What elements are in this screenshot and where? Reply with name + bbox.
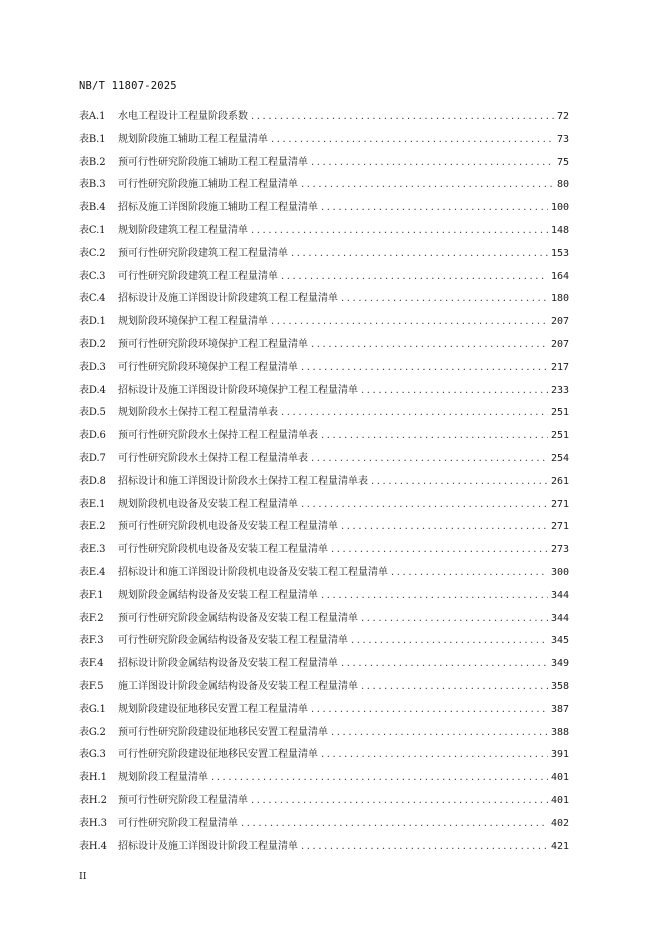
toc-leader-dots <box>391 567 548 578</box>
toc-entry-label: 表F.5 <box>79 680 104 692</box>
toc-entry-title: 可行性研究阶段建筑工程工程量清单 <box>118 270 278 282</box>
toc-entry-title: 规划阶段施工辅助工程工程量清单 <box>118 133 268 145</box>
toc-entry-label: 表E.4 <box>79 566 106 578</box>
toc-entry-title: 招标设计阶段金属结构设备及安装工程工程量清单 <box>118 658 338 670</box>
toc-entry[interactable] <box>79 221 569 244</box>
toc-entry-page: 251 <box>550 407 569 419</box>
toc-leader-dots <box>321 749 548 760</box>
toc-leader-dots <box>301 179 554 190</box>
toc-entry-page: 344 <box>550 589 569 601</box>
toc-entry-label: 表G.1 <box>79 703 106 715</box>
toc-entry-title: 招标设计和施工详图设计阶段机电设备及安装工程工程量清单 <box>118 566 388 578</box>
toc-entry-page: 148 <box>550 224 569 236</box>
toc-entry-label: 表C.4 <box>79 293 106 305</box>
toc-leader-dots <box>251 795 548 806</box>
toc-entry-page: 75 <box>556 156 569 168</box>
toc-entry-title: 规划阶段机电设备及安装工程工程量清单 <box>118 498 298 510</box>
toc-entry-page: 391 <box>550 749 569 761</box>
toc-entry[interactable] <box>79 449 569 472</box>
toc-entry[interactable] <box>79 175 569 198</box>
toc-entry[interactable] <box>79 791 569 814</box>
toc-entry[interactable] <box>79 700 569 723</box>
toc-entry-title: 预可行性研究阶段水土保持工程工程量清单表 <box>118 430 318 442</box>
toc-leader-dots <box>271 134 554 145</box>
toc-entry-label: 表B.4 <box>79 202 106 214</box>
toc-leader-dots <box>371 476 548 487</box>
toc-entry-title: 招标及施工详图阶段施工辅助工程工程量清单 <box>118 202 318 214</box>
toc-entry-title: 招标设计及施工详图设计阶段环境保护工程工程量清单 <box>118 384 358 396</box>
toc-entry-page: 388 <box>550 726 569 738</box>
toc-entry-label: 表D.1 <box>79 316 106 328</box>
toc-entry-title: 预可行性研究阶段环境保护工程工程量清单 <box>118 338 308 350</box>
toc-entry[interactable] <box>79 745 569 768</box>
toc-leader-dots <box>361 613 548 624</box>
toc-entry-title: 预可行性研究阶段工程量清单 <box>118 794 248 806</box>
toc-entry-page: 164 <box>550 270 569 282</box>
table-of-contents <box>79 107 569 859</box>
toc-entry-title: 可行性研究阶段工程量清单 <box>118 817 238 829</box>
toc-leader-dots <box>321 202 548 213</box>
toc-entry-page: 401 <box>550 794 569 806</box>
toc-entry-label: 表D.2 <box>79 338 106 350</box>
toc-leader-dots <box>331 727 548 738</box>
toc-entry[interactable] <box>79 609 569 632</box>
toc-entry-title: 预可行性研究阶段金属结构设备及安装工程工程量清单 <box>118 612 358 624</box>
toc-entry-page: 72 <box>556 111 569 122</box>
toc-entry[interactable] <box>79 677 569 700</box>
toc-entry-label: 表A.1 <box>79 111 106 122</box>
toc-leader-dots <box>301 841 548 852</box>
toc-entry-title: 预可行性研究阶段机电设备及安装工程工程量清单 <box>118 521 338 533</box>
toc-entry-label: 表F.4 <box>79 658 104 670</box>
toc-leader-dots <box>281 271 548 282</box>
toc-entry-label: 表B.2 <box>79 156 106 168</box>
toc-entry-page: 261 <box>550 475 569 487</box>
toc-entry-title: 规划阶段工程量清单 <box>118 772 208 784</box>
toc-entry[interactable] <box>79 289 569 312</box>
toc-leader-dots <box>341 521 548 532</box>
toc-entry-page: 271 <box>550 498 569 510</box>
toc-entry-label: 表G.2 <box>79 726 106 738</box>
toc-entry-label: 表E.3 <box>79 544 106 556</box>
toc-entry-page: 180 <box>550 293 569 305</box>
toc-entry-title: 水电工程设计工程量阶段系数 <box>118 111 248 122</box>
toc-leader-dots <box>331 544 548 555</box>
toc-entry-label: 表D.8 <box>79 475 106 487</box>
toc-entry[interactable] <box>79 472 569 495</box>
toc-entry-title: 规划阶段环境保护工程工程量清单 <box>118 316 268 328</box>
toc-entry-title: 可行性研究阶段机电设备及安装工程工程量清单 <box>118 544 328 556</box>
toc-entry-page: 421 <box>550 840 569 852</box>
toc-entry-page: 80 <box>556 179 569 191</box>
toc-entry-title: 可行性研究阶段建设征地移民安置工程量清单 <box>118 749 318 761</box>
toc-entry[interactable] <box>79 540 569 563</box>
toc-entry[interactable] <box>79 312 569 335</box>
page-number: II <box>79 871 87 882</box>
toc-entry[interactable] <box>79 814 569 837</box>
toc-entry-label: 表H.1 <box>79 772 107 784</box>
toc-entry-page: 207 <box>550 338 569 350</box>
toc-entry-page: 349 <box>550 658 569 670</box>
toc-entry-title: 招标设计和施工详图设计阶段水土保持工程工程量清单表 <box>118 475 368 487</box>
toc-leader-dots <box>211 772 548 783</box>
toc-entry-label: 表F.1 <box>79 589 104 601</box>
toc-entry-page: 273 <box>550 544 569 556</box>
toc-entry[interactable] <box>79 403 569 426</box>
toc-leader-dots <box>271 316 548 327</box>
toc-entry-page: 401 <box>550 772 569 784</box>
toc-entry-page: 344 <box>550 612 569 624</box>
toc-entry-title: 规划阶段水土保持工程工程量清单表 <box>118 407 278 419</box>
toc-entry-page: 73 <box>556 133 569 145</box>
toc-entry-label: 表D.5 <box>79 407 106 419</box>
toc-entry-label: 表D.3 <box>79 361 106 373</box>
toc-entry[interactable] <box>79 837 569 860</box>
toc-entry-label: 表H.3 <box>79 817 107 829</box>
toc-entry-title: 招标设计及施工详图设计阶段工程量清单 <box>118 840 298 852</box>
toc-entry[interactable] <box>79 631 569 654</box>
toc-entry-title: 施工详图设计阶段金属结构设备及安装工程工程量清单 <box>118 680 358 692</box>
toc-entry[interactable] <box>79 358 569 381</box>
toc-entry-label: 表B.1 <box>79 133 106 145</box>
toc-leader-dots <box>321 430 548 441</box>
toc-entry[interactable] <box>79 153 569 176</box>
toc-leader-dots <box>251 111 554 122</box>
toc-entry-label: 表D.4 <box>79 384 106 396</box>
toc-entry-title: 招标设计及施工详图设计阶段建筑工程工程量清单 <box>118 293 338 305</box>
toc-leader-dots <box>361 385 548 396</box>
toc-entry-label: 表C.3 <box>79 270 106 282</box>
toc-entry-page: 153 <box>550 247 569 259</box>
toc-leader-dots <box>291 248 548 259</box>
toc-entry[interactable] <box>79 426 569 449</box>
toc-entry-label: 表G.3 <box>79 749 106 761</box>
toc-entry-label: 表C.1 <box>79 224 106 236</box>
toc-entry-label: 表H.4 <box>79 840 107 852</box>
toc-entry[interactable] <box>79 654 569 677</box>
toc-entry[interactable] <box>79 723 569 746</box>
toc-entry-page: 251 <box>550 430 569 442</box>
toc-entry-title: 规划阶段建设征地移民安置工程工程量清单 <box>118 703 308 715</box>
toc-leader-dots <box>341 293 548 304</box>
toc-entry-page: 402 <box>550 817 569 829</box>
toc-entry-title: 可行性研究阶段金属结构设备及安装工程工程量清单 <box>118 635 348 647</box>
toc-entry[interactable] <box>79 107 569 130</box>
toc-leader-dots <box>301 362 548 373</box>
toc-leader-dots <box>251 225 548 236</box>
toc-entry-title: 可行性研究阶段施工辅助工程工程量清单 <box>118 179 298 191</box>
toc-entry[interactable] <box>79 130 569 153</box>
toc-entry-title: 可行性研究阶段水土保持工程工程量清单表 <box>118 452 308 464</box>
toc-entry[interactable] <box>79 768 569 791</box>
toc-leader-dots <box>311 339 548 350</box>
toc-leader-dots <box>361 681 548 692</box>
toc-leader-dots <box>311 704 548 715</box>
toc-entry[interactable] <box>79 563 569 586</box>
toc-entry[interactable] <box>79 517 569 540</box>
toc-leader-dots <box>351 635 548 646</box>
toc-leader-dots <box>341 658 548 669</box>
toc-entry-page: 207 <box>550 316 569 328</box>
toc-entry-label: 表F.3 <box>79 635 104 647</box>
toc-entry-title: 预可行性研究阶段建设征地移民安置工程量清单 <box>118 726 328 738</box>
toc-entry[interactable] <box>79 586 569 609</box>
toc-entry-label: 表B.3 <box>79 179 106 191</box>
toc-entry[interactable] <box>79 381 569 404</box>
toc-entry-label: 表D.7 <box>79 452 106 464</box>
toc-leader-dots <box>241 818 548 829</box>
toc-leader-dots <box>301 499 548 510</box>
toc-entry-title: 规划阶段金属结构设备及安装工程工程量清单 <box>118 589 318 601</box>
toc-entry-label: 表E.2 <box>79 521 106 533</box>
toc-entry[interactable] <box>79 244 569 267</box>
toc-entry-title: 规划阶段建筑工程工程量清单 <box>118 224 248 236</box>
toc-entry-label: 表D.6 <box>79 430 106 442</box>
toc-entry-page: 217 <box>550 361 569 373</box>
toc-entry-page: 358 <box>550 680 569 692</box>
toc-entry-label: 表F.2 <box>79 612 104 624</box>
toc-entry-label: 表H.2 <box>79 794 107 806</box>
toc-entry[interactable] <box>79 495 569 518</box>
toc-entry-page: 345 <box>550 635 569 647</box>
toc-leader-dots <box>281 407 548 418</box>
toc-leader-dots <box>311 453 548 464</box>
toc-entry-label: 表C.2 <box>79 247 106 259</box>
toc-entry-title: 预可行性研究阶段施工辅助工程工程量清单 <box>118 156 308 168</box>
toc-leader-dots <box>311 157 554 168</box>
toc-entry[interactable] <box>79 267 569 290</box>
toc-entry-page: 233 <box>550 384 569 396</box>
document-code: NB/T 11807-2025 <box>79 80 177 92</box>
toc-entry-page: 300 <box>550 566 569 578</box>
toc-leader-dots <box>321 590 548 601</box>
toc-entry-page: 100 <box>550 202 569 214</box>
toc-entry-title: 可行性研究阶段环境保护工程工程量清单 <box>118 361 298 373</box>
toc-entry-title: 预可行性研究阶段建筑工程工程量清单 <box>118 247 288 259</box>
toc-entry-label: 表E.1 <box>79 498 106 510</box>
toc-entry-page: 254 <box>550 452 569 464</box>
toc-entry[interactable] <box>79 198 569 221</box>
toc-entry-page: 387 <box>550 703 569 715</box>
toc-entry-page: 271 <box>550 521 569 533</box>
toc-entry[interactable] <box>79 335 569 358</box>
